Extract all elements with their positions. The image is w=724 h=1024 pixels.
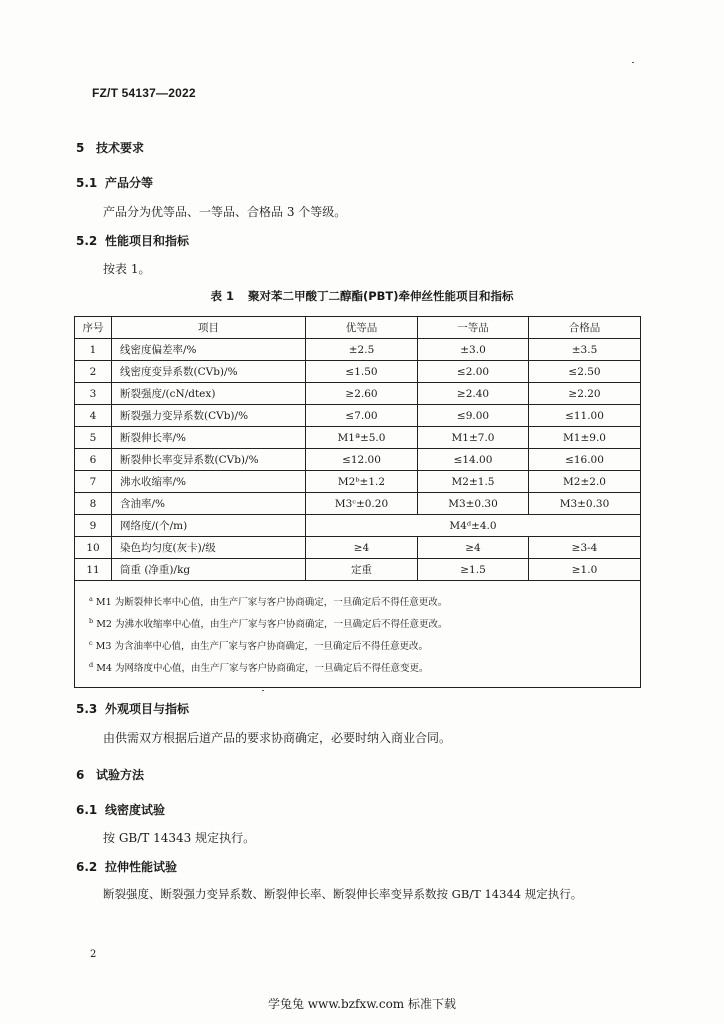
table-row bbox=[75, 427, 641, 449]
section-5-1-heading bbox=[76, 174, 153, 191]
note-text: M4 为网络度中心值，由生产厂家与客户协商确定，一旦确定后不得任意变更。 bbox=[96, 663, 429, 675]
header-first: 一等品 bbox=[418, 317, 529, 339]
spec-table bbox=[74, 316, 640, 688]
table-header-row bbox=[75, 317, 641, 339]
cell-superior: ≥4 bbox=[306, 537, 418, 559]
scan-speck bbox=[632, 62, 634, 63]
cell-merged-value: M4ᵈ±4.0 bbox=[306, 515, 641, 537]
page-number: 2 bbox=[90, 949, 97, 960]
cell-qualified: M2±2.0 bbox=[529, 471, 641, 493]
section-number: 5.1 bbox=[76, 176, 98, 190]
cell-superior: M2ᵇ±1.2 bbox=[306, 471, 418, 493]
cell-qualified: M1±9.0 bbox=[529, 427, 641, 449]
section-6-heading bbox=[76, 766, 144, 783]
section-6-1-text: 按 GB/T 14343 规定执行。 bbox=[103, 831, 256, 845]
cell-first: ≥2.40 bbox=[418, 383, 529, 405]
section-number: 5 bbox=[76, 141, 85, 155]
cell-item: 断裂伸长率/% bbox=[112, 427, 306, 449]
note-text: M3 为含油率中心值，由生产厂家与客户协商确定，一旦确定后不得任意更改。 bbox=[95, 641, 428, 653]
cell-seq: 8 bbox=[75, 493, 112, 515]
section-5-1-text: 产品分为优等品、一等品、合格品 3 个等级。 bbox=[103, 205, 347, 219]
table-note bbox=[89, 612, 626, 634]
cell-item: 染色均匀度(灰卡)/级 bbox=[112, 537, 306, 559]
section-title: 产品分等 bbox=[105, 176, 154, 190]
cell-qualified: ≥1.0 bbox=[529, 559, 641, 581]
section-number: 6 bbox=[76, 768, 85, 782]
cell-first: M1±7.0 bbox=[418, 427, 529, 449]
table-body bbox=[75, 339, 641, 688]
cell-qualified: ≤11.00 bbox=[529, 405, 641, 427]
cell-qualified: ±3.5 bbox=[529, 339, 641, 361]
section-5-2-text: 按表 1。 bbox=[103, 262, 151, 276]
cell-seq: 7 bbox=[75, 471, 112, 493]
cell-superior: ≤12.00 bbox=[306, 449, 418, 471]
section-number: 5.2 bbox=[76, 234, 98, 248]
cell-item: 网络度/(个/m) bbox=[112, 515, 306, 537]
cell-item: 筒重 (净重)/kg bbox=[112, 559, 306, 581]
table-row bbox=[75, 405, 641, 427]
cell-superior: 定重 bbox=[306, 559, 418, 581]
cell-first: ≥1.5 bbox=[418, 559, 529, 581]
section-title: 性能项目和指标 bbox=[105, 234, 190, 248]
section-number: 6.2 bbox=[76, 860, 98, 874]
section-6-1-heading bbox=[76, 801, 165, 818]
table-row bbox=[75, 383, 641, 405]
cell-first: ±3.0 bbox=[418, 339, 529, 361]
table-notes-row bbox=[75, 581, 641, 688]
table-row bbox=[75, 361, 641, 383]
cell-item: 线密度偏差率/% bbox=[112, 339, 306, 361]
header-item: 项目 bbox=[112, 317, 306, 339]
table-row bbox=[75, 537, 641, 559]
section-6-2-text: 断裂强度、断裂强力变异系数、断裂伸长率、断裂伸长率变异系数按 GB/T 14344 规定执行。 bbox=[103, 887, 583, 901]
cell-qualified: ≥3-4 bbox=[529, 537, 641, 559]
section-5-heading bbox=[76, 139, 144, 156]
cell-seq: 4 bbox=[75, 405, 112, 427]
table-row bbox=[75, 493, 641, 515]
cell-item: 含油率/% bbox=[112, 493, 306, 515]
section-title: 线密度试验 bbox=[105, 803, 166, 817]
cell-first: M2±1.5 bbox=[418, 471, 529, 493]
cell-item: 断裂强力变异系数(CVb)/% bbox=[112, 405, 306, 427]
cell-qualified: ≤16.00 bbox=[529, 449, 641, 471]
cell-superior: M1ª±5.0 bbox=[306, 427, 418, 449]
cell-superior: ≤7.00 bbox=[306, 405, 418, 427]
cell-superior: ±2.5 bbox=[306, 339, 418, 361]
cell-superior: ≥2.60 bbox=[306, 383, 418, 405]
table-row bbox=[75, 449, 641, 471]
table-row bbox=[75, 471, 641, 493]
table-title: 聚对苯二甲酸丁二醇酯(PBT)牵伸丝性能项目和指标 bbox=[247, 289, 514, 303]
cell-first: ≥4 bbox=[418, 537, 529, 559]
table-row bbox=[75, 559, 641, 581]
cell-item: 线密度变异系数(CVb)/% bbox=[112, 361, 306, 383]
cell-first: M3±0.30 bbox=[418, 493, 529, 515]
cell-qualified: ≤2.50 bbox=[529, 361, 641, 383]
section-title: 拉伸性能试验 bbox=[105, 860, 178, 874]
cell-superior: ≤1.50 bbox=[306, 361, 418, 383]
section-title: 试验方法 bbox=[96, 768, 145, 782]
cell-seq: 6 bbox=[75, 449, 112, 471]
header-superior: 优等品 bbox=[306, 317, 418, 339]
table-notes bbox=[75, 581, 641, 688]
table-note bbox=[89, 656, 626, 678]
footer-watermark: 学兔兔 www.bzfxw.com 标准下载 bbox=[267, 997, 457, 1011]
header-qualified: 合格品 bbox=[529, 317, 641, 339]
cell-first: ≤14.00 bbox=[418, 449, 529, 471]
section-6-2-heading bbox=[76, 858, 177, 875]
section-title: 技术要求 bbox=[96, 141, 145, 155]
section-5-3-heading bbox=[76, 700, 189, 717]
table-number: 表 1 bbox=[210, 289, 234, 303]
table-caption bbox=[0, 288, 724, 304]
cell-seq: 1 bbox=[75, 339, 112, 361]
scan-speck bbox=[262, 690, 264, 691]
note-mark: b bbox=[89, 617, 94, 626]
document-code: FZ/T 54137—2022 bbox=[92, 86, 196, 100]
cell-qualified: M3±0.30 bbox=[529, 493, 641, 515]
cell-first: ≤2.00 bbox=[418, 361, 529, 383]
section-5-3-text: 由供需双方根据后道产品的要求协商确定，必要时纳入商业合同。 bbox=[103, 731, 452, 745]
cell-seq: 2 bbox=[75, 361, 112, 383]
cell-item: 断裂伸长率变异系数(CVb)/% bbox=[112, 449, 306, 471]
table-row bbox=[75, 339, 641, 361]
cell-item: 沸水收缩率/% bbox=[112, 471, 306, 493]
section-title: 外观项目与指标 bbox=[105, 702, 190, 716]
note-mark: d bbox=[89, 661, 94, 670]
cell-seq: 9 bbox=[75, 515, 112, 537]
section-5-2-heading bbox=[76, 232, 189, 249]
table-row bbox=[75, 515, 641, 537]
section-number: 6.1 bbox=[76, 803, 98, 817]
cell-qualified: ≥2.20 bbox=[529, 383, 641, 405]
note-text: M2 为沸水收缩率中心值，由生产厂家与客户协商确定，一旦确定后不得任意更改。 bbox=[96, 619, 448, 631]
cell-seq: 10 bbox=[75, 537, 112, 559]
section-number: 5.3 bbox=[76, 702, 98, 716]
cell-superior: M3ᶜ±0.20 bbox=[306, 493, 418, 515]
cell-seq: 11 bbox=[75, 559, 112, 581]
note-text: M1 为断裂伸长率中心值，由生产厂家与客户协商确定，一旦确定后不得任意更改。 bbox=[95, 597, 448, 609]
header-seq: 序号 bbox=[75, 317, 112, 339]
table-note bbox=[89, 590, 626, 612]
cell-first: ≤9.00 bbox=[418, 405, 529, 427]
cell-seq: 5 bbox=[75, 427, 112, 449]
note-mark: a bbox=[89, 595, 93, 603]
note-mark: c bbox=[89, 639, 93, 648]
table-note bbox=[89, 634, 626, 656]
cell-item: 断裂强度/(cN/dtex) bbox=[112, 383, 306, 405]
cell-seq: 3 bbox=[75, 383, 112, 405]
